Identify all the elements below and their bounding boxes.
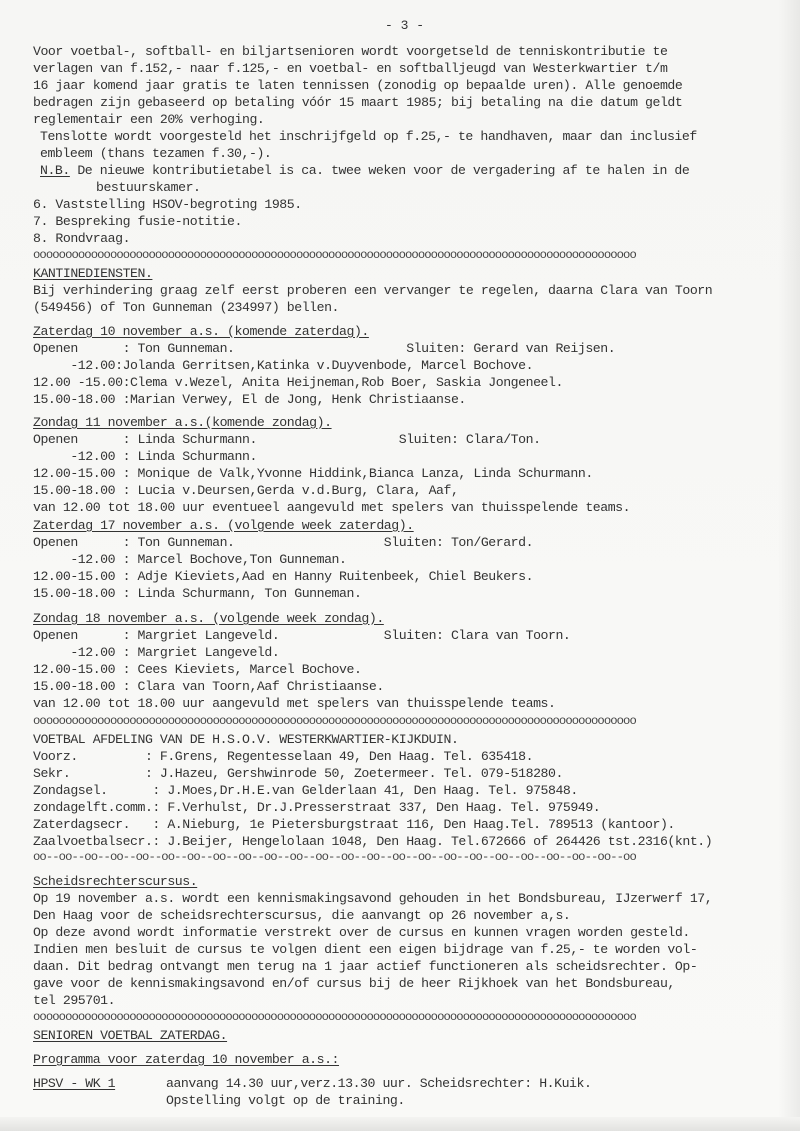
match-details: Opstelling volgt op de training. [166, 1093, 405, 1108]
board-member: Voorz. : F.Grens, Regentesselaan 49, Den Haag. Tel. 635418. [33, 749, 534, 764]
schedule-line: -12.00 : Marcel Bochove,Ton Gunneman. [33, 552, 347, 567]
day-heading: Zondag 11 november a.s.(komende zondag). [33, 415, 332, 430]
schedule-line: 15.00-18.00 : Lucia v.Deursen,Gerda v.d.Burg, Clara, Aaf, [33, 483, 459, 498]
match-details: aanvang 14.30 uur,verz.13.30 uur. Scheidsrechter: H.Kuik. [166, 1076, 592, 1091]
separator: oooooooooooooooooooooooooooooooooooooooooooooooooooooooooooooooooooooooooooooooooooooooooooooo [33, 248, 636, 262]
nb-text: De nieuwe kontributietabel is ca. twee weken voor de vergadering af te halen in de [69, 163, 690, 178]
intro-line: Tenslotte wordt voorgesteld het inschrijfgeld op f.25,- te handhaven, maar dan inclusief [40, 129, 697, 144]
board-member: zondagelft.comm.: F.Verhulst, Dr.J.Presserstraat 337, Den Haag. Tel. 975949. [33, 800, 601, 815]
intro-line: 16 jaar komend jaar gratis te laten tennissen (zonodig op bepaalde uren). Alle genoemde [33, 78, 683, 93]
schedule-line: 12.00 -15.00:Clema v.Wezel, Anita Heijneman,Rob Boer, Saskia Jongeneel. [33, 375, 563, 390]
section-title-senioren: SENIOREN VOETBAL ZATERDAG. [33, 1028, 228, 1043]
section-title-bestuur: VOETBAL AFDELING VAN DE H.S.O.V. WESTERKWARTIER-KIJKDUIN. [33, 732, 459, 747]
scheidsrechter-line: tel 295701. [33, 993, 116, 1008]
schedule-line: -12.00:Jolanda Gerritsen,Katinka v.Duyvenbode, Marcel Bochove. [33, 358, 534, 373]
schedule-line: van 12.00 tot 18.00 uur eventueel aangevuld met spelers van thuisspelende teams. [33, 500, 631, 515]
scheidsrechter-line: daan. Dit bedrag ontvangt men terug na 1 jaar actief functioneren als scheidsrechter. Op- [33, 959, 698, 974]
nb-line [40, 162, 689, 179]
day-heading: Zondag 18 november a.s. (volgende week zondag). [33, 611, 384, 626]
separator: oooooooooooooooooooooooooooooooooooooooooooooooooooooooooooooooooooooooooooooooooooooooooooooo [33, 1010, 636, 1024]
scheidsrechter-line: gave voor de kennismakingsavond en/of cursus bij de heer Rijkhoek van het Bondsbureau, [33, 976, 675, 991]
kantine-intro: (549456) of Ton Gunneman (234997) bellen. [33, 300, 340, 315]
schedule-line: 12.00-15.00 : Monique de Valk,Yvonne Hiddink,Bianca Lanza, Linda Schurmann. [33, 466, 593, 481]
agenda-item: 7. Bespreking fusie-notitie. [33, 214, 242, 229]
schedule-line: 15.00-18.00 : Clara van Toorn,Aaf Christiaanse. [33, 679, 384, 694]
schedule-line: 12.00-15.00 : Cees Kieviets, Marcel Bochove. [33, 662, 362, 677]
section-title-scheidsrechter: Scheidsrechterscursus. [33, 874, 198, 889]
schedule-line: Openen : Ton Gunneman. Sluiten: Ton/Gerard. [33, 535, 534, 550]
schedule-line: 15.00-18.00 : Linda Schurmann, Ton Gunneman. [33, 586, 362, 601]
schedule-line: -12.00 : Linda Schurmann. [33, 449, 257, 464]
schedule-line: van 12.00 tot 18.00 uur aangevuld met spelers van thuisspelende teams. [33, 696, 556, 711]
board-member: Zondagsel. : J.Moes,Dr.H.E.van Gelderlaan 41, Den Haag. Tel. 975848. [33, 783, 578, 798]
match-label: HPSV - WK 1 [33, 1076, 116, 1091]
board-member: Zaalvoetbalsecr.: J.Beijer, Hengelolaan 1048, Den Haag. Tel.672666 of 264426 tst.2316(knt.) [33, 834, 713, 849]
intro-line: embleem (thans tezamen f.30,-). [40, 146, 272, 161]
schedule-line: 15.00-18.00 :Marian Verwey, El de Jong, Henk Christiaanse. [33, 392, 466, 407]
scheidsrechter-line: Indien men besluit de cursus te volgen dient een eigen bijdrage van f.25,- te worden vol- [33, 942, 698, 957]
day-heading: Zaterdag 17 november a.s. (volgende week zaterdag). [33, 518, 414, 533]
board-member: Zaterdagsecr. : A.Nieburg, 1e Pietersburgstraat 116, Den Haag.Tel. 789513 (kantoor). [33, 817, 675, 832]
board-member: Sekr. : J.Hazeu, Gershwinrode 50, Zoetermeer. Tel. 079-518280. [33, 766, 563, 781]
intro-line: verlagen van f.152,- naar f.125,- en voetbal- en softballjeugd van Westerkwartier t/m [33, 61, 668, 76]
page-number: - 3 - [385, 18, 425, 33]
section-title-kantine: KANTINEDIENSTEN. [33, 266, 153, 281]
nb-line: bestuurskamer. [96, 180, 201, 195]
intro-line: bedragen zijn gebaseerd op betaling vóór 15 maart 1985; bij betaling na die datum geldt [33, 95, 683, 110]
schedule-line: 12.00-15.00 : Adje Kieviets,Aad en Hanny Ruitenbeek, Chiel Beukers. [33, 569, 534, 584]
day-heading: Zaterdag 10 november a.s. (komende zaterdag). [33, 324, 369, 339]
kantine-intro: Bij verhindering graag zelf eerst proberen een vervanger te regelen, daarna Clara van Toorn [33, 283, 713, 298]
agenda-item: 8. Rondvraag. [33, 231, 131, 246]
schedule-line: Openen : Linda Schurmann. Sluiten: Clara/Ton. [33, 432, 541, 447]
intro-line: Voor voetbal-, softball- en biljartsenioren wordt voorgetseld de tenniskontributie te [33, 44, 668, 59]
scheidsrechter-line: Den Haag voor de scheidsrechterscursus, die aanvangt op 26 november a,s. [33, 908, 571, 923]
intro-line: reglementair een 20% verhoging. [33, 112, 265, 127]
scan-bottom-edge [0, 1117, 800, 1131]
schedule-line: -12.00 : Margriet Langeveld. [33, 645, 280, 660]
scheidsrechter-line: Op deze avond wordt informatie verstrekt over de cursus en kunnen vragen worden gesteld. [33, 925, 690, 940]
nb-label: N.B. [40, 163, 70, 178]
programma-heading: Programma voor zaterdag 10 november a.s.: [33, 1052, 340, 1067]
schedule-line: Openen : Ton Gunneman. Sluiten: Gerard van Reijsen. [33, 341, 616, 356]
scheidsrechter-line: Op 19 november a.s. wordt een kennismakingsavond gehouden in het Bondsbureau, IJzerwerf 17, [33, 891, 713, 906]
separator: oooooooooooooooooooooooooooooooooooooooooooooooooooooooooooooooooooooooooooooooooooooooooooooo [33, 714, 636, 728]
scan-edge [778, 0, 800, 1131]
agenda-item: 6. Vaststelling HSOV-begroting 1985. [33, 197, 302, 212]
schedule-line: Openen : Margriet Langeveld. Sluiten: Clara van Toorn. [33, 628, 571, 643]
separator: oo--oo--oo--oo--oo--oo--oo--oo--oo--oo--oo--oo--oo--oo--oo--oo--oo--oo--oo--oo--oo--oo--oo--oo [33, 850, 636, 864]
